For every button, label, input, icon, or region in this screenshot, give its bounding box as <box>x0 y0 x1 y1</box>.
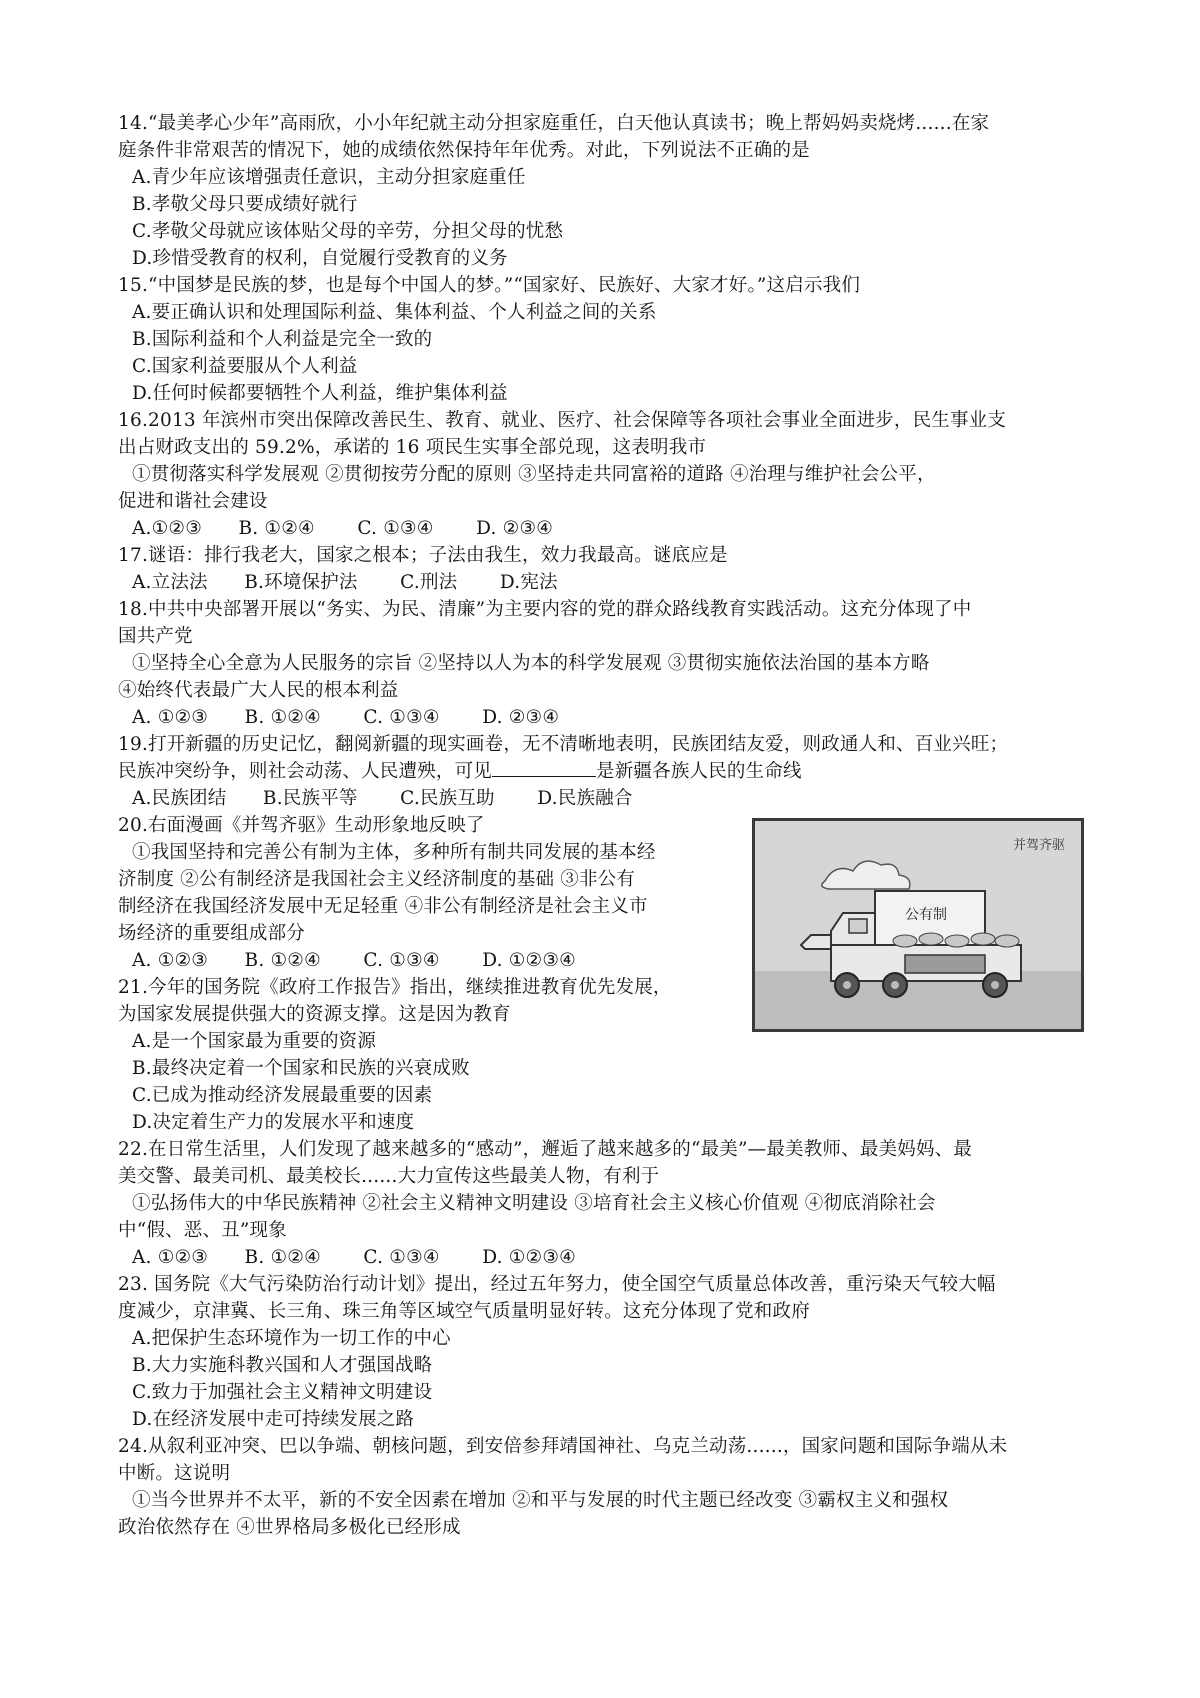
option-c: C.国家利益要服从个人利益 <box>132 356 358 377</box>
question-stem: 为国家发展提供强大的资源支撑。这是因为教育 <box>118 1004 511 1025</box>
statement-list: ①贯彻落实科学发展观 ②贯彻按劳分配的原则 ③坚持走共同富裕的道路 ④治理与维护社会公平， <box>132 464 936 485</box>
question-stem: 美交警、最美司机、最美校长......大力宣传这些最美人物，有利于 <box>118 1166 660 1187</box>
question-16 <box>118 407 1108 542</box>
fill-blank <box>492 758 596 777</box>
question-stem: 17.谜语：排行我老大，国家之根本；子法由我生，效力我最高。谜底应是 <box>118 545 728 566</box>
truck-label: 公有制 <box>905 907 947 923</box>
answer-options: A.民族团结 B.民族平等 C.民族互助 D.民族融合 <box>132 788 633 809</box>
question-stem: 15.“中国梦是民族的梦，也是每个中国人的梦。”“国家好、民族好、大家才好。”这启示我们 <box>118 275 861 296</box>
answer-options: A. ①②③ B. ①②④ C. ①③④ D. ②③④ <box>132 707 560 728</box>
option-c: C.孝敬父母就应该体贴父母的辛劳，分担父母的忧愁 <box>132 221 564 242</box>
answer-options: A. ①②③ B. ①②④ C. ①③④ D. ①②③④ <box>132 1247 576 1268</box>
option-b: B.大力实施科教兴国和人才强国战略 <box>132 1355 433 1376</box>
question-stem: 出占财政支出的 59.2%，承诺的 16 项民生实事全部兑现，这表明我市 <box>118 437 707 458</box>
cartoon-image <box>752 818 1084 1032</box>
question-stem: 19.打开新疆的历史记忆，翻阅新疆的现实画卷，无不清晰地表明，民族团结友爱，则政通人和、百业兴旺； <box>118 734 1009 755</box>
statement-list: ①弘扬伟大的中华民族精神 ②社会主义精神文明建设 ③培育社会主义核心价值观 ④彻底消除社会 <box>132 1193 936 1214</box>
question-24 <box>118 1433 1108 1541</box>
statement-list: 济制度 ②公有制经济是我国社会主义经济制度的基础 ③非公有 <box>118 869 636 890</box>
option-d: D.珍惜受教育的权利，自觉履行受教育的义务 <box>132 248 508 269</box>
question-stem: 国共产党 <box>118 626 193 647</box>
statement-list: 政治依然存在 ④世界格局多极化已经形成 <box>118 1517 461 1538</box>
statement-list: 制经济在我国经济发展中无足轻重 ④非公有制经济是社会主义市 <box>118 896 648 917</box>
option-a: A.是一个国家最为重要的资源 <box>132 1031 377 1052</box>
option-c: C.已成为推动经济发展最重要的因素 <box>132 1085 433 1106</box>
question-stem: 14.“最美孝心少年”高雨欣，小小年纪就主动分担家庭重任，白天他认真读书；晚上帮妈妈卖烧烤......在家 <box>118 113 990 134</box>
stem-part: 民族冲突纷争，则社会动荡、人民遭殃，可见 <box>118 761 493 782</box>
question-stem: 18.中共中央部署开展以“务实、为民、清廉”为主要内容的党的群众路线教育实践活动。这充分体现了中 <box>118 599 972 620</box>
truck-cartoon-illustration <box>755 821 1081 1029</box>
statement-list: 场经济的重要组成部分 <box>118 923 306 944</box>
option-b: B.国际利益和个人利益是完全一致的 <box>132 329 433 350</box>
option-a: A.青少年应该增强责任意识，主动分担家庭重任 <box>132 167 526 188</box>
question-stem: 中断。这说明 <box>118 1463 231 1484</box>
question-18 <box>118 596 1108 731</box>
statement-list: 中“假、恶、丑”现象 <box>118 1220 287 1241</box>
statement-list: ①坚持全心全意为人民服务的宗旨 ②坚持以人为本的科学发展观 ③贯彻实施依法治国的基本方略 <box>132 653 930 674</box>
question-stem: 庭条件非常艰苦的情况下，她的成绩依然保持年年优秀。对此，下列说法不正确的是 <box>118 140 810 161</box>
answer-options: A.立法法 B.环境保护法 C.刑法 D.宪法 <box>132 572 558 593</box>
stem-part: 是新疆各族人民的生命线 <box>596 761 802 782</box>
question-stem: 16.2013 年滨州市突出保障改善民生、教育、就业、医疗、社会保障等各项社会事业全面进步，民生事业支 <box>118 410 1007 431</box>
question-15 <box>118 272 1108 407</box>
answer-options: A.①②③ B. ①②④ C. ①③④ D. ②③④ <box>132 518 554 539</box>
answer-options: A. ①②③ B. ①②④ C. ①③④ D. ①②③④ <box>132 950 576 971</box>
option-c: C.致力于加强社会主义精神文明建设 <box>132 1382 433 1403</box>
question-stem: 度减少，京津冀、长三角、珠三角等区域空气质量明显好转。这充分体现了党和政府 <box>118 1301 810 1322</box>
statement-list: ①我国坚持和完善公有制为主体，多种所有制共同发展的基本经 <box>132 842 656 863</box>
question-22 <box>118 1136 1108 1271</box>
option-a: A.要正确认识和处理国际利益、集体利益、个人利益之间的关系 <box>132 302 657 323</box>
question-14 <box>118 110 1108 272</box>
question-stem <box>118 758 1108 785</box>
option-d: D.任何时候都要牺牲个人利益，维护集体利益 <box>132 383 508 404</box>
statement-list: 促进和谐社会建设 <box>118 491 268 512</box>
option-d: D.决定着生产力的发展水平和速度 <box>132 1112 415 1133</box>
question-stem: 21.今年的国务院《政府工作报告》指出，继续推进教育优先发展， <box>118 977 672 998</box>
statement-list: ④始终代表最广大人民的根本利益 <box>118 680 399 701</box>
option-a: A.把保护生态环境作为一切工作的中心 <box>132 1328 451 1349</box>
option-d: D.在经济发展中走可持续发展之路 <box>132 1409 415 1430</box>
question-stem: 23. 国务院《大气污染防治行动计划》提出，经过五年努力，使全国空气质量总体改善，重污染天气较大幅 <box>118 1274 996 1295</box>
question-19 <box>118 731 1108 812</box>
question-17 <box>118 542 1108 596</box>
question-23 <box>118 1271 1108 1433</box>
option-b: B.孝敬父母只要成绩好就行 <box>132 194 358 215</box>
cartoon-title: 并驾齐驱 <box>1013 838 1066 853</box>
question-stem: 24.从叙利亚冲突、巴以争端、朝核问题，到安倍参拜靖国神社、乌克兰动荡......，国家问题和国际争端从未 <box>118 1436 1008 1457</box>
option-b: B.最终决定着一个国家和民族的兴衰成败 <box>132 1058 470 1079</box>
question-stem: 20.右面漫画《并驾齐驱》生动形象地反映了 <box>118 815 485 836</box>
question-stem: 22.在日常生活里，人们发现了越来越多的“感动”，邂逅了越来越多的“最美”—最美教师、最美妈妈、最 <box>118 1139 973 1160</box>
statement-list: ①当今世界并不太平，新的不安全因素在增加 ②和平与发展的时代主题已经改变 ③霸权主义和强权 <box>132 1490 949 1511</box>
